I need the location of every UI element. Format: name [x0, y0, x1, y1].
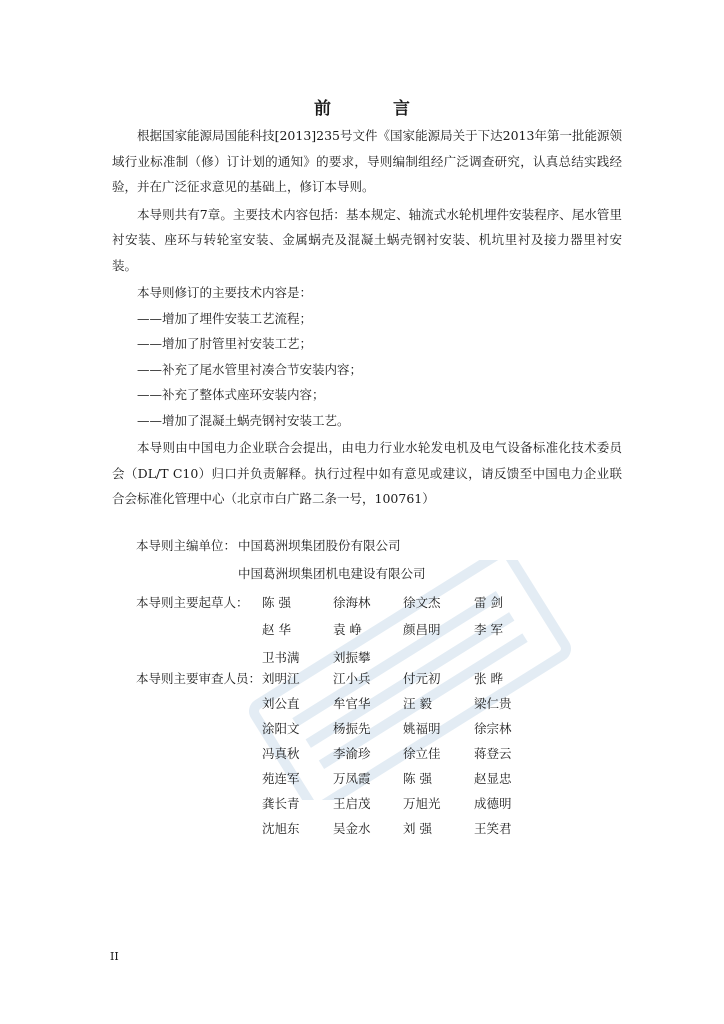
page-number: II	[110, 950, 119, 963]
reviewer-name: 冯真秋	[262, 746, 300, 761]
drafter-name: 陈 强	[262, 595, 291, 610]
reviewer-name: 李渝珍	[333, 746, 371, 761]
reviewer-name: 刘 强	[403, 821, 432, 836]
reviewer-name: 沈旭东	[262, 821, 300, 836]
drafter-name: 徐文杰	[403, 595, 441, 610]
reviewer-name: 苑连军	[262, 771, 300, 786]
reviewer-name: 陈 强	[403, 771, 432, 786]
drafter-name: 雷 剑	[474, 595, 503, 610]
reviewer-name: 蒋登云	[474, 746, 512, 761]
reviewer-name: 姚福明	[403, 721, 441, 736]
reviewer-name: 徐宗林	[474, 721, 512, 736]
drafter-name: 袁 峥	[333, 622, 362, 637]
reviewer-name: 徐立佳	[403, 746, 441, 761]
revision-item: ——增加了埋件安装工艺流程；	[137, 310, 313, 326]
reviewer-name: 万旭光	[403, 796, 441, 811]
drafter-name: 赵 华	[262, 622, 291, 637]
drafters-label: 本导则主要起草人：	[136, 595, 249, 610]
reviewer-name: 吴金水	[333, 821, 371, 836]
reviewer-name: 王笑君	[474, 821, 512, 836]
editor-unit-secondary: 中国葛洲坝集团机电建设有限公司	[238, 566, 426, 581]
drafter-name: 刘振攀	[333, 650, 371, 665]
reviewer-name: 张 晔	[474, 671, 503, 686]
paragraph-content: 本导则共有7章。主要技术内容包括：基本规定、轴流式水轮机埋件安装程序、尾水管里衬安装、座环与转轮室安装、金属蜗壳及混凝土蜗壳钢衬安装、机坑里衬及接力器里衬安装。	[112, 206, 622, 273]
reviewer-name: 牟官华	[333, 696, 371, 711]
paragraph-revision-intro: 本导则修订的主要技术内容是：	[137, 285, 313, 300]
drafter-name: 徐海林	[333, 595, 371, 610]
reviewer-name: 王启茂	[333, 796, 371, 811]
editor-unit-primary: 中国葛洲坝集团股份有限公司	[238, 538, 401, 553]
paragraph-basis: 根据国家能源局国能科技[2013]235号文件《国家能源局关于下达2013年第一批能源领域行业标准制（修）订计划的通知》的要求，导则编制组经广泛调查研究，认真总结实践经验，并在广泛征求意见的基础上，修订本导则。	[112, 128, 622, 194]
reviewers-label: 本导则主要审查人员：	[136, 671, 262, 686]
revision-item: ——补充了尾水管里衬凑合节安装内容；	[137, 361, 363, 377]
reviewer-name: 刘明江	[262, 671, 300, 686]
reviewer-name: 梁仁贵	[474, 696, 512, 711]
drafter-name: 颜昌明	[403, 622, 441, 637]
reviewer-name: 万凤霞	[333, 771, 371, 786]
paragraph-proposer: 本导则由中国电力企业联合会提出，由电力行业水轮发电机及电气设备标准化技术委员会（DL/T C10）归口并负责解释。执行过程中如有意见或建议，请反馈至中国电力企业联合会标准化管理中心（北京市白广路二条一号，100761）	[112, 440, 622, 506]
editor-label: 本导则主编单位：	[136, 538, 237, 553]
reviewer-name: 成德明	[474, 796, 512, 811]
reviewer-name: 付元初	[403, 671, 441, 686]
revision-item: ——补充了整体式座环安装内容；	[137, 387, 325, 402]
page-title: 前 言	[314, 99, 438, 119]
reviewer-name: 杨振先	[333, 721, 371, 736]
reviewer-name: 涂阳文	[262, 721, 300, 736]
reviewer-name: 江小兵	[333, 671, 371, 686]
drafter-name: 卫书满	[262, 650, 300, 665]
reviewer-name: 赵显忠	[474, 771, 512, 786]
reviewer-name: 龚长青	[262, 796, 300, 811]
reviewer-name: 刘公直	[262, 696, 300, 711]
drafter-name: 李 军	[474, 622, 503, 637]
revision-item: ——增加了混凝土蜗壳钢衬安装工艺。	[137, 412, 350, 428]
reviewer-name: 汪 毅	[403, 696, 432, 711]
preface-body	[112, 123, 622, 512]
revision-item: ——增加了肘管里衬安装工艺；	[137, 336, 313, 351]
